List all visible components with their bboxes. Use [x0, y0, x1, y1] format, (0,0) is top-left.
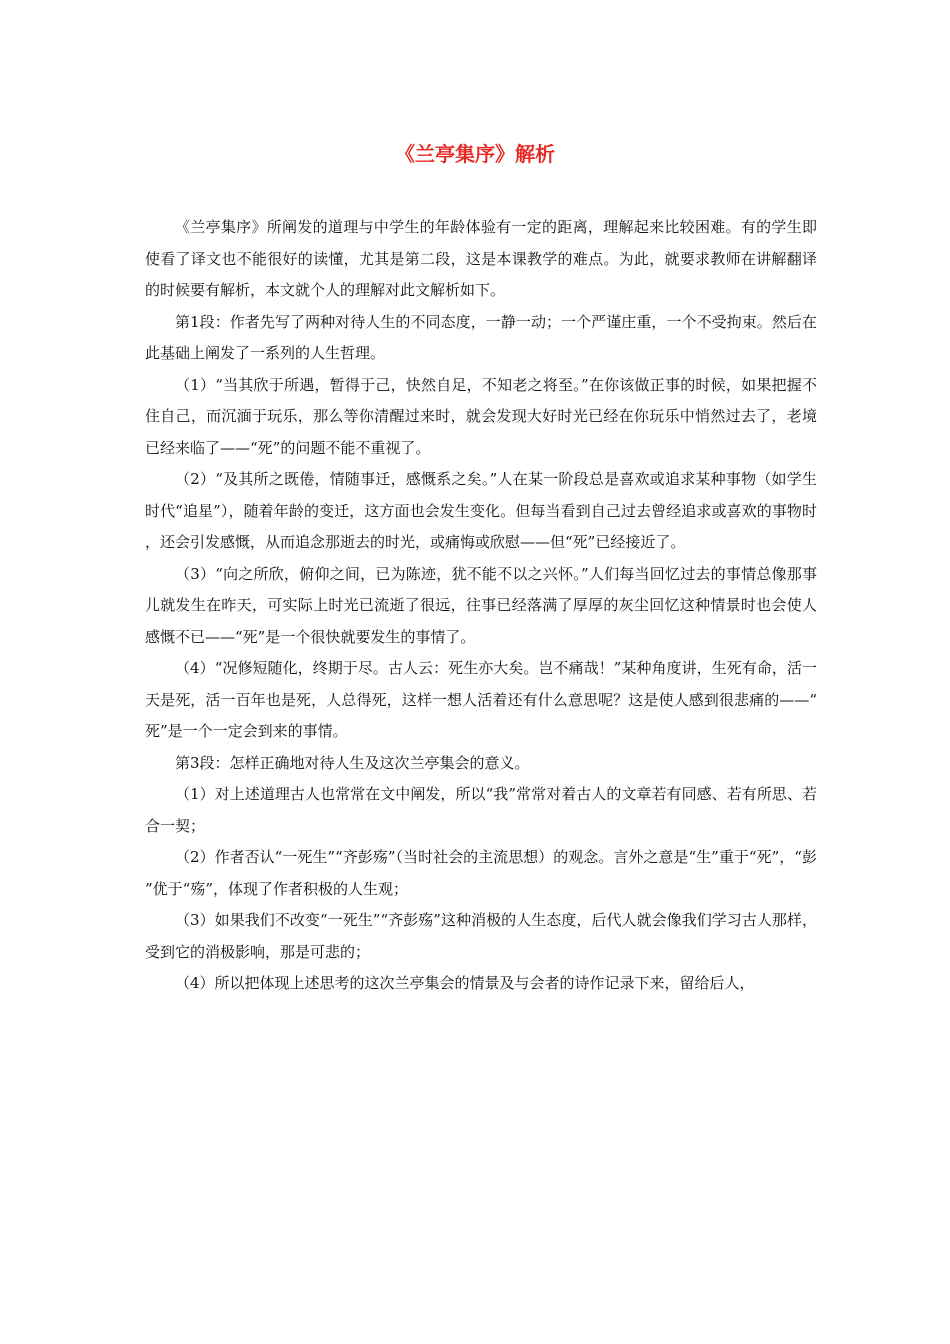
paragraph-point-4: （4）“况修短随化，终期于尽。古人云：死生亦大矣。岂不痛哉！”某种角度讲，生死有命，活一天是死，活一百年也是死，人总得死，这样一想人活着还有什么意思呢？这是使人感到很悲痛的——“死”是一个一定会到来的事情。 [145, 659, 817, 740]
paragraph-s3-point-4: （4）所以把体现上述思考的这次兰亭集会的情景及与会者的诗作记录下来，留给后人， [175, 974, 755, 992]
paragraph-s3-point-2: （2）作者否认“一死生”“齐彭殇”（当时社会的主流思想）的观念。言外之意是“生”重于“死”，“彭”优于“殇”，体现了作者积极的人生观； [145, 848, 817, 898]
paragraph-s3-point-3: （3）如果我们不改变“一死生”“齐彭殇”这种消极的人生态度，后代人就会像我们学习古人那样，受到它的消极影响，那是可悲的； [145, 911, 817, 961]
paragraph-s3-point-1: （1）对上述道理古人也常常在文中阐发，所以“我”常常对着古人的文章若有同感、若有所思、若合一契； [145, 785, 817, 835]
paragraph-intro: 《兰亭集序》所阐发的道理与中学生的年龄体验有一定的距离，理解起来比较困难。有的学生即使看了译文也不能很好的读懂，尤其是第二段，这是本课教学的难点。为此，就要求教师在讲解翻译的时候要有解析，本文就个人的理解对此文解析如下。 [145, 218, 817, 299]
paragraph-section-1: 第1段：作者先写了两种对待人生的不同态度，一静一动；一个严谨庄重，一个不受拘束。然后在此基础上阐发了一系列的人生哲理。 [145, 312, 817, 362]
paragraph-point-2: （2）“及其所之既倦，情随事迁，感慨系之矣。”人在某一阶段总是喜欢或追求某种事物（如学生时代“追星”），随着年龄的变迁，这方面也会发生变化。但每当看到自己过去曾经追求或喜欢的事物时，还会引发感慨，从而追念那逝去的时光，或痛悔或欣慰——但“死”已经接近了。 [145, 470, 817, 551]
document-body [145, 212, 817, 1000]
paragraph-point-3: （3）“向之所欣，俯仰之间，已为陈迹，犹不能不以之兴怀。”人们每当回忆过去的事情总像那事儿就发生在昨天，可实际上时光已流逝了很远，往事已经落满了厚厚的灰尘回忆这种情景时也会使人感慨不已——“死”是一个很快就要发生的事情了。 [145, 564, 817, 646]
document-title: 《兰亭集序》解析 [395, 142, 555, 166]
paragraph-point-1: （1）“当其欣于所遇，暂得于己，快然自足，不知老之将至。”在你该做正事的时候，如果把握不住自己，而沉湎于玩乐，那么等你清醒过来时，就会发现大好时光已经在你玩乐中悄然过去了，老境已经来临了——“死”的问题不能不重视了。 [145, 375, 817, 457]
paragraph-section-3: 第3段：怎样正确地对待人生及这次兰亭集会的意义。 [175, 753, 530, 772]
